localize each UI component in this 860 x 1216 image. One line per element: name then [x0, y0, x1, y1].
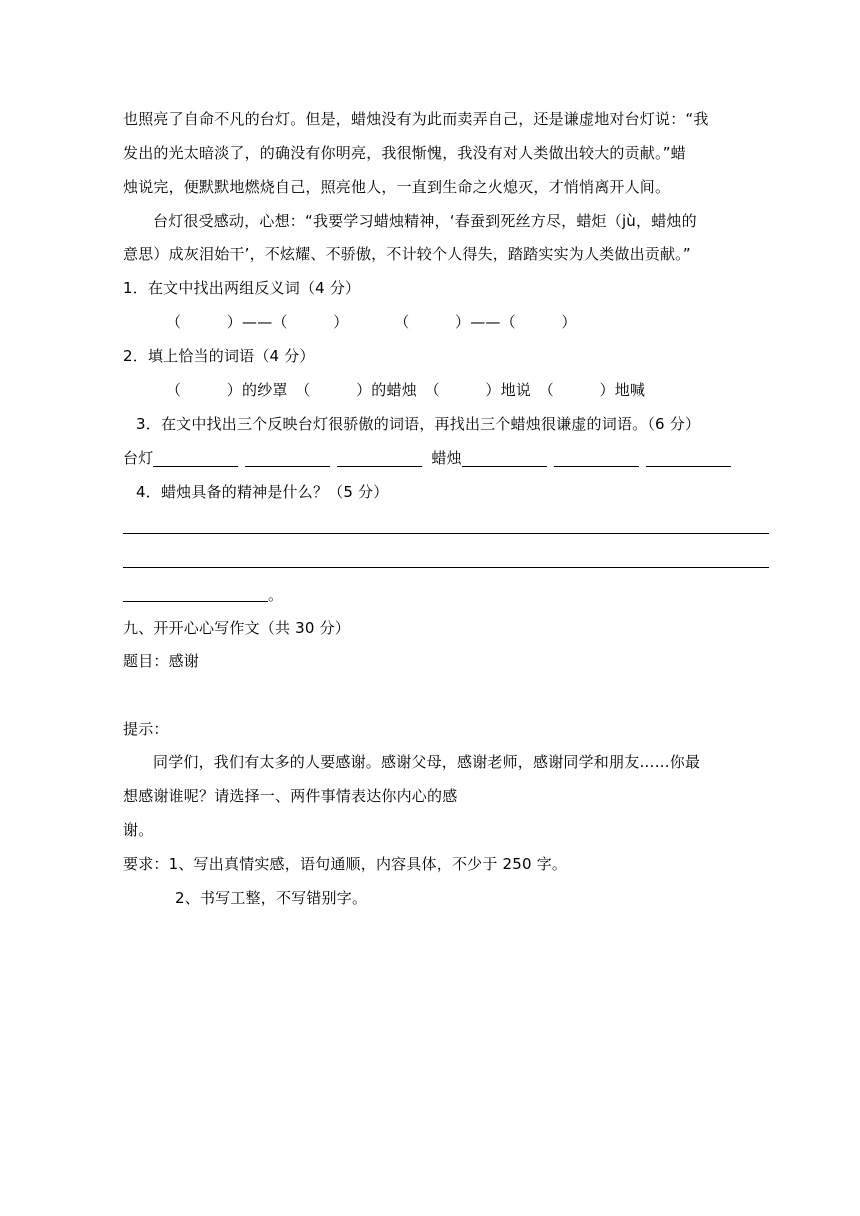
answer-line[interactable]: [123, 567, 769, 568]
answer-line[interactable]: [123, 533, 769, 534]
passage-line-4: 台灯很受感动，心想：“我要学习蜡烛精神，‘春蚕到死丝方尽，蜡炬（jù，蜡烛的: [153, 212, 697, 230]
answer-blank[interactable]: [153, 450, 238, 467]
answer-line[interactable]: [123, 601, 268, 602]
section-9-title: 九、开开心心写作文（共 30 分）: [123, 619, 351, 637]
passage-line-5: 意思）成灰泪始干’，不炫耀、不骄傲，不计较个人得失，踏踏实实为人类做出贡献。”: [123, 245, 691, 263]
answer-blank[interactable]: [646, 450, 731, 467]
answer-blank[interactable]: [554, 450, 639, 467]
hint-line-3: 谢。: [123, 821, 154, 839]
question-4: 4．蜡烛具备的精神是什么？（5 分）: [136, 483, 389, 501]
answer-label-lazhu: 蜡烛: [431, 449, 462, 467]
answer-end-mark: 。: [268, 586, 284, 604]
answer-label-taideng: 台灯: [123, 449, 154, 467]
hint-label: 提示：: [123, 720, 169, 738]
passage-line-3: 烛说完，便默默地燃烧自己，照亮他人，一直到生命之火熄灭，才悄悄离开人间。: [123, 178, 671, 196]
hint-line-2: 想感谢谁呢？请选择一、两件事情表达你内心的感: [123, 787, 458, 805]
answer-blank[interactable]: [245, 450, 330, 467]
answer-blank[interactable]: [337, 450, 422, 467]
requirement-2: 2、书写工整，不写错别字。: [175, 889, 368, 907]
requirement-1: 要求：1、写出真情实感，语句通顺，内容具体，不少于 250 字。: [123, 855, 568, 873]
answer-blank[interactable]: [462, 450, 547, 467]
question-2-blanks: （ ）的纱罩 （ ）的蜡烛 （ ）地说 （ ）地喊: [166, 381, 646, 399]
hint-line-1: 同学们，我们有太多的人要感谢。感谢父母，感谢老师，感谢同学和朋友……你最: [153, 753, 701, 771]
question-3: 3．在文中找出三个反映台灯很骄傲的词语，再找出三个蜡烛很谦虚的词语。（6 分）: [136, 415, 701, 433]
question-1: 1．在文中找出两组反义词（4 分）: [123, 279, 361, 297]
essay-topic: 题目：感谢: [123, 652, 200, 670]
question-2: 2．填上恰当的词语（4 分）: [123, 347, 315, 365]
passage-line-1: 也照亮了自命不凡的台灯。但是，蜡烛没有为此而卖弄自己，还是谦虚地对台灯说：“我: [123, 110, 709, 128]
question-1-blanks: （ ）——（ ） （ ）——（ ）: [166, 313, 577, 331]
question-3-answer-row: [123, 447, 778, 469]
passage-line-2: 发出的光太暗淡了，的确没有你明亮，我很惭愧，我没有对人类做出较大的贡献。”蜡: [123, 144, 686, 162]
